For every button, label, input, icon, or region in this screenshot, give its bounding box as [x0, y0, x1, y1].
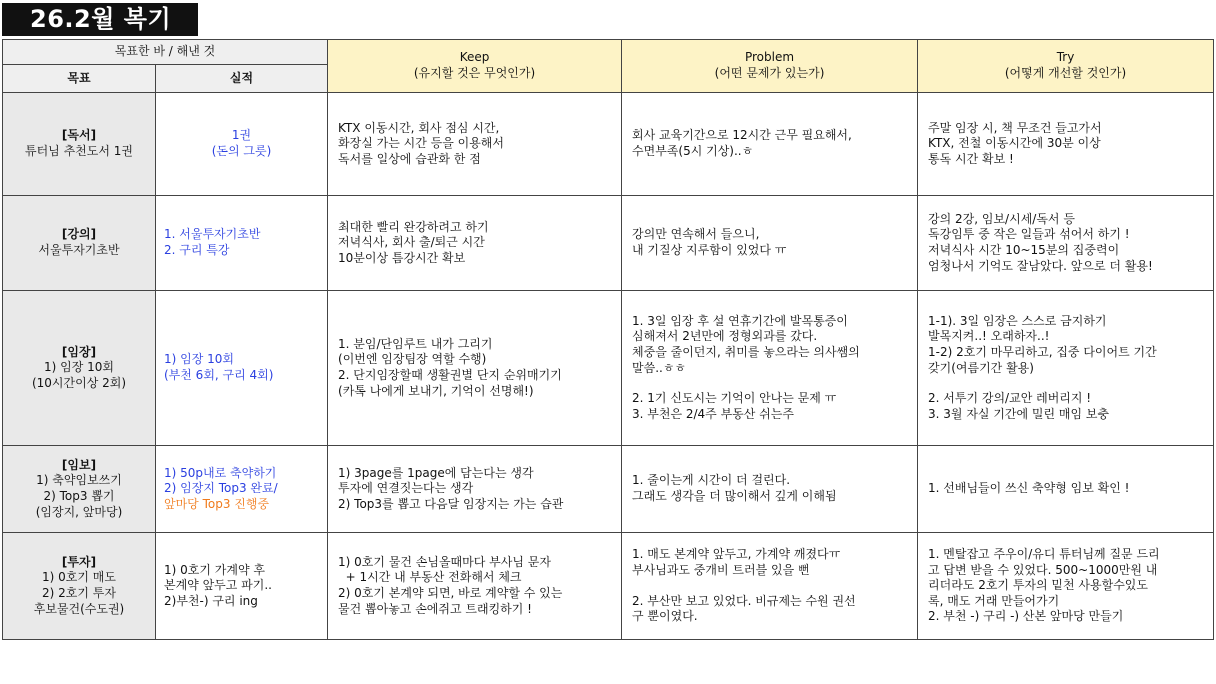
keep-line: (카톡 나에게 보내기, 기억이 선명해!) [338, 383, 534, 398]
goal-line: 튜터님 추천도서 1권 [24, 144, 133, 158]
keep-line: 화장실 가는 시간 등을 이용해서 [338, 136, 504, 151]
keep-line: 2. 단지임장할때 생활권별 단지 순위매기기 [338, 368, 562, 382]
goal-cell [3, 93, 156, 196]
keep-line: 2) 0호기 본계약 되면, 바로 계약할 수 있는 [338, 586, 563, 600]
result-line: 2. 구리 특강 [164, 243, 230, 257]
result-line: 2)부천-) 구리 ing [164, 593, 258, 608]
result-cell [156, 533, 328, 640]
page-title: 26.2월 복기 [2, 3, 198, 36]
problem-header [622, 40, 918, 93]
keep-subtitle: (유지할 것은 무엇인가) [413, 66, 536, 80]
try-line: 리더라도 2호기 투자의 밑천 사용할수있도 [928, 578, 1148, 593]
try-line: 1. 멘탈잡고 주우이/유디 튜터님께 질문 드리 [928, 547, 1160, 562]
result-line: 1. 서울투자기초반 [164, 227, 261, 242]
goal-category: [임장] [61, 344, 97, 359]
problem-line: 1. 줄이는게 시간이 더 걸린다. [632, 473, 791, 488]
try-line: KTX, 전철 이동시간에 30분 이상 [928, 136, 1101, 151]
keep-line: 물건 뽑아놓고 손에쥐고 트래킹하기 ! [338, 601, 532, 616]
problem-cell [622, 196, 918, 291]
problem-subtitle: (어떤 문제가 있는가) [714, 66, 825, 80]
try-subtitle: (어떻게 개선할 것인가) [1004, 66, 1127, 80]
result-line: (부천 6회, 구리 4회) [164, 368, 274, 382]
result-line: 1) 50p내로 축약하기 [164, 465, 277, 480]
try-line: 1-1). 3일 임장은 스스로 금지하기 [928, 313, 1107, 328]
result-cell [156, 196, 328, 291]
goal-cell [3, 446, 156, 533]
problem-cell [622, 533, 918, 640]
problem-line: 말씀..ㅎㅎ [632, 360, 687, 375]
retrospective-table [2, 39, 1214, 640]
keep-cell [328, 446, 622, 533]
try-line: 1-2) 2호기 마무리하고, 집중 다이어트 기간 [928, 344, 1157, 359]
result-line: 1권 [231, 128, 252, 143]
try-line: 엄청나서 기억도 잘남았다. 앞으로 더 활용! [928, 258, 1153, 273]
keep-line: 1) 3page를 1page에 담는다는 생각 [338, 465, 534, 480]
problem-line: 내 기질상 지루함이 있었다 ㅠ [632, 243, 787, 257]
problem-line: 수면부족(5시 기상)..ㅎ [632, 144, 754, 158]
keep-line: + 1시간 내 부동산 전화해서 체크 [338, 570, 522, 585]
result-cell [156, 291, 328, 446]
try-line: 2. 부천 -) 구리 -) 산본 앞마당 만들기 [928, 609, 1124, 624]
goal-cell [3, 291, 156, 446]
try-line: 록, 매도 거래 만들어가기 [928, 593, 1060, 608]
problem-line: 1. 3일 임장 후 설 연휴기간에 발목통증이 [632, 313, 848, 328]
problem-line: 그래도 생각을 더 많이해서 깊게 이해됨 [632, 489, 837, 503]
problem-line: 강의만 연속해서 들으니, [632, 227, 760, 242]
group-header: 목표한 바 / 해낸 것 [3, 40, 328, 65]
try-cell [918, 93, 1214, 196]
result-line-in-progress: 앞마당 Top3 진행중 [164, 496, 270, 511]
problem-line: 부사님과도 중개비 트러블 있을 뻔 [632, 562, 810, 577]
problem-line: 2. 부산만 보고 있었다. 비규제는 수원 권선 [632, 593, 856, 608]
keep-line: 10분이상 틈강시간 확보 [338, 250, 466, 265]
problem-line: 구 뿐이였다. [632, 609, 698, 624]
problem-line: 체중을 줄이던지, 취미를 놓으라는 의사쌤의 [632, 344, 860, 359]
goal-cell [3, 196, 156, 291]
goal-line: 1) 임장 10회 [44, 360, 114, 375]
try-line: 3. 3월 자실 기간에 밀린 매임 보충 [928, 406, 1110, 421]
try-title: Try [1056, 50, 1075, 65]
try-line: 주말 임장 시, 책 무조건 들고가서 [928, 120, 1102, 135]
goal-line: 1) 0호기 매도 [42, 570, 116, 585]
problem-line: 심해져서 2년만에 정형외과를 갔다. [632, 329, 818, 344]
result-line: 1) 임장 10회 [164, 352, 234, 367]
table-row [3, 446, 1214, 533]
line-gap [632, 376, 907, 391]
result-line: 본계약 앞두고 파기.. [164, 578, 272, 593]
keep-line: 최대한 빨리 완강하려고 하기 [338, 219, 489, 234]
keep-header [328, 40, 622, 93]
result-line: 2) 임장지 Top3 완료/ [164, 481, 278, 496]
try-line: 저녁식사 시간 10~15분의 집중력이 [928, 243, 1120, 257]
try-cell [918, 533, 1214, 640]
problem-cell [622, 93, 918, 196]
try-line: 발목지켜..! 오래하자..! [928, 329, 1050, 344]
keep-line: KTX 이동시간, 회사 점심 시간, [338, 120, 500, 135]
keep-line: 독서를 일상에 습관화 한 점 [338, 151, 481, 166]
goal-category: [투자] [61, 554, 97, 569]
result-column-header: 실적 [156, 65, 328, 93]
keep-cell [328, 291, 622, 446]
try-header [918, 40, 1214, 93]
result-line: (돈의 그릇) [211, 144, 272, 158]
try-line: 강의 2강, 임보/시세/독서 등 [928, 211, 1075, 226]
problem-line: 3. 부천은 2/4주 부동산 쉬는주 [632, 406, 794, 421]
try-cell [918, 291, 1214, 446]
try-line: 2. 서투기 강의/교안 레버리지 ! [928, 391, 1092, 406]
result-cell [156, 446, 328, 533]
goal-line: 2) Top3 뽑기 [43, 489, 115, 503]
table-row [3, 93, 1214, 196]
keep-line: (이번엔 임장팀장 역할 수행) [338, 352, 487, 367]
goal-line: (임장지, 앞마당) [35, 504, 123, 519]
keep-cell [328, 533, 622, 640]
try-line: 통독 시간 확보 ! [928, 151, 1014, 166]
keep-cell [328, 93, 622, 196]
try-line: 독강임투 중 작은 일들과 섞어서 하기 ! [928, 227, 1130, 242]
result-line: 1) 0호기 가계약 후 [164, 562, 265, 577]
keep-line: 저녁식사, 회사 출/퇴근 시간 [338, 235, 485, 250]
problem-line: 1. 매도 본계약 앞두고, 가계약 깨졌다ㅠ [632, 547, 841, 562]
keep-line: 1. 분임/단임루트 내가 그리기 [338, 336, 493, 351]
goal-line: (10시간이상 2회) [31, 375, 127, 390]
try-line: 1. 선배님들이 쓰신 축약형 임보 확인 ! [928, 481, 1130, 496]
line-gap [928, 376, 1203, 391]
keep-title: Keep [459, 50, 490, 65]
keep-cell [328, 196, 622, 291]
result-cell [156, 93, 328, 196]
goal-line: 후보물건(수도권) [33, 601, 125, 616]
keep-line: 1) 0호기 물건 손님올때마다 부사님 문자 [338, 554, 551, 569]
problem-cell [622, 291, 918, 446]
problem-line: 2. 1기 신도시는 기억이 안나는 문제 ㅠ [632, 391, 837, 406]
try-line: 고 답변 받을 수 있었다. 500~1000만원 내 [928, 562, 1158, 577]
keep-line: 2) Top3를 뽑고 다음달 임장지는 가는 습관 [338, 496, 564, 511]
keep-line: 투자에 연결짓는다는 생각 [338, 481, 474, 496]
problem-title: Problem [744, 50, 795, 65]
try-cell [918, 196, 1214, 291]
goal-column-header: 목표 [3, 65, 156, 93]
table-row [3, 291, 1214, 446]
goal-cell [3, 533, 156, 640]
problem-line: 회사 교육기간으로 12시간 근무 필요해서, [632, 128, 852, 143]
table-row [3, 196, 1214, 291]
goal-category: [독서] [61, 128, 97, 143]
goal-line: 1) 축약임보쓰기 [36, 473, 122, 488]
try-line: 갖기(여름기간 활용) [928, 360, 1034, 375]
goal-category: [강의] [61, 227, 97, 242]
goal-category: [임보] [61, 457, 97, 472]
try-cell [918, 446, 1214, 533]
problem-cell [622, 446, 918, 533]
goal-line: 2) 2호기 투자 [42, 586, 116, 600]
line-gap [632, 579, 907, 594]
table-row [3, 533, 1214, 640]
goal-line: 서울투자기초반 [38, 243, 120, 257]
